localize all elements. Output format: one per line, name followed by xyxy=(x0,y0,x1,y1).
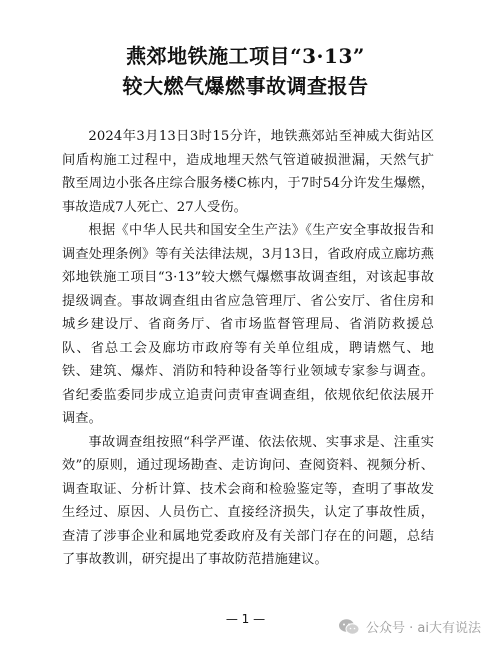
watermark xyxy=(338,617,481,636)
watermark-text: 公众号 · ai大有说法 xyxy=(366,621,481,636)
report-title-line-1: 燕郊地铁施工项目“3·13” xyxy=(126,44,365,68)
page-number: — 1 — xyxy=(225,612,266,626)
report-body xyxy=(62,125,434,572)
paragraph-3: 事故调查组按照“科学严谨、依法依规、实事求是、注重实效”的原则，通过现场勘查、走访询问、查阅资料、视频分析、调查取证、分析计算、技术会商和检验鉴定等，查明了事故发生经过、原因、人员伤亡、直接经济损失，认定了事故性质，查清了涉事企业和属地党委政府及有关部门存在的问题，总结了事故教训，研究提出了事故防范措施建议。 xyxy=(62,434,434,567)
paragraph-1: 2024年3月13日3时15分许，地铁燕郊站至神威大街站区间盾构施工过程中，造成地埋天然气管道破损泄漏，天然气扩散至周边小张各庄综合服务楼C栋内，于7时54分许发生爆燃，事故造成7人死亡、27人受伤。 xyxy=(62,129,434,215)
paragraph-2: 根据《中华人民共和国安全生产法》《生产安全事故报告和调查处理条例》等有关法律法规，3月13日，省政府成立廊坊燕郊地铁施工项目“3·13”较大燃气爆燃事故调查组，对该起事故提级调查。事故调查组由省应急管理厅、省公安厅、省住房和城乡建设厅、省商务厅、省市场监督管理局、省消防救援总队、省总工会及廊坊市政府等有关单位组成，聘请燃气、地铁、建筑、爆炸、消防和特种设备等行业领域专家参与调查。省纪委监委同步成立追责问责审查调查组，依规依纪依法展开调查。 xyxy=(62,223,434,426)
wechat-icon xyxy=(338,618,360,636)
report-title-line-2: 较大燃气爆燃事故调查报告 xyxy=(122,74,369,98)
